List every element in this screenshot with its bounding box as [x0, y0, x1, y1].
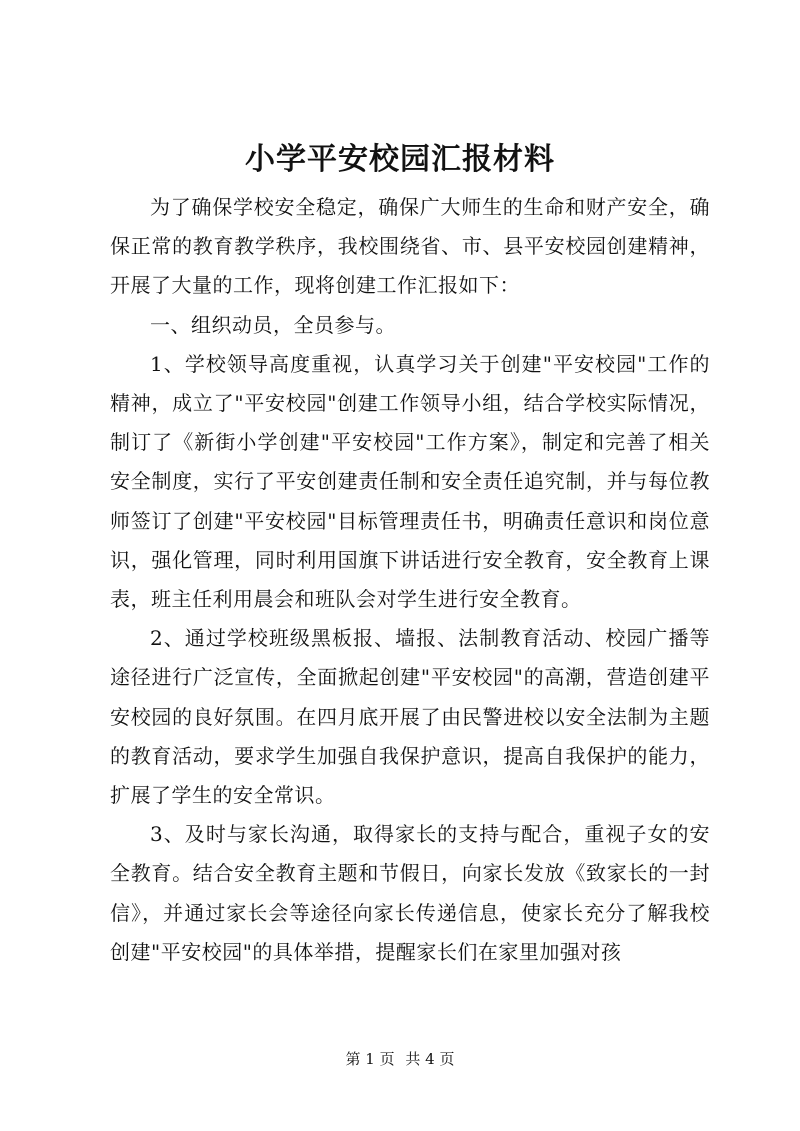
paragraph-item-3: 3、及时与家长沟通，取得家长的支持与配合，重视子女的安全教育。结合安全教育主题和节假日，向家长发放《致家长的一封信》，并通过家长会等途径向家长传递信息，使家长充分了解我校创建"平安校园"的具体举措，提醒家长们在家里加强对孩 [110, 822, 710, 964]
page-total: 共 4 页 [405, 1050, 455, 1068]
document-title: 小学平安校园汇报材料 [245, 142, 555, 177]
section-heading-1: 一、组织动员，全员参与。 [150, 312, 396, 337]
page-number: 第 1 页 [345, 1050, 395, 1068]
paragraph-item-1: 1、学校领导高度重视，认真学习关于创建"平安校园"工作的精神，成立了"平安校园"创建工作领导小组，结合学校实际情况，制订了《新街小学创建"平安校园"工作方案》，制定和完善了相关安全制度，实行了平安创建责任制和安全责任追究制，并与每位教师签订了创建"平安校园"目标管理责任书，明确责任意识和岗位意识，强化管理，同时利用国旗下讲话进行安全教育，安全教育上课表，班主任利用晨会和班队会对学生进行安全教育。 [110, 351, 710, 612]
paragraph-item-2: 2、通过学校班级黑板报、墙报、法制教育活动、校园广播等途径进行广泛宣传，全面掀起创建"平安校园"的高潮，营造创建平安校园的良好氛围。在四月底开展了由民警进校以安全法制为主题的教育活动，要求学生加强自我保护意识，提高自我保护的能力，扩展了学生的安全常识。 [110, 626, 710, 808]
paragraph-intro: 为了确保学校安全稳定，确保广大师生的生命和财产安全，确保正常的教育教学秩序，我校围绕省、市、县平安校园创建精神，开展了大量的工作，现将创建工作汇报如下： [110, 195, 710, 298]
document-body [110, 188, 710, 972]
page-footer [0, 1049, 800, 1069]
